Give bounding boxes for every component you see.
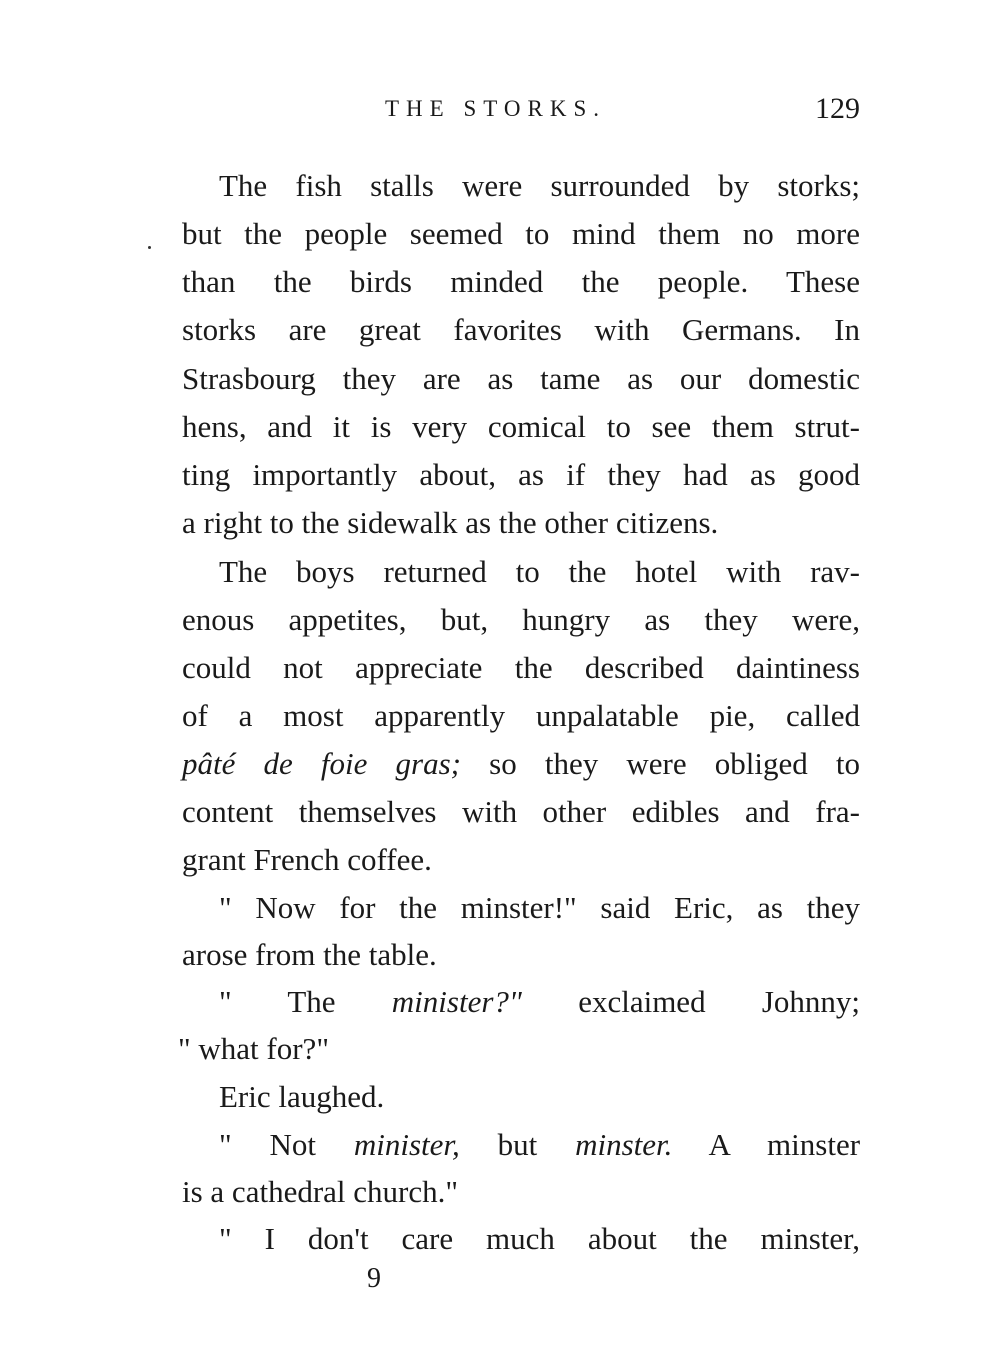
text-fragment: but — [497, 1127, 538, 1162]
running-head — [182, 92, 860, 128]
signature-mark: 9 — [367, 1263, 381, 1294]
text-line-mixed — [219, 982, 860, 1022]
text-line: Strasbourg they are as tame as our domestic — [182, 361, 860, 396]
text-line: Eric laughed. — [219, 1079, 385, 1114]
text-fragment: exclaimed Johnny; — [578, 984, 860, 1019]
text-fragment: so they were obliged to — [489, 746, 861, 781]
text-line: than the birds minded the people. These — [182, 264, 860, 299]
text-fragment: A minster — [708, 1127, 861, 1162]
text-line: a right to the sidewalk as the other citizens. — [182, 505, 719, 540]
italic-word: minister?" — [391, 984, 522, 1019]
text-line: storks are great favorites with Germans. In — [182, 312, 860, 347]
text-line: " I don't care much about the minster, — [219, 1221, 860, 1256]
text-line: grant French coffee. — [182, 842, 432, 877]
italic-phrase: pâté de foie gras; — [182, 746, 462, 781]
stray-ink-mark — [148, 246, 151, 249]
text-line-mixed — [182, 744, 860, 784]
italic-word: minster. — [575, 1127, 673, 1162]
text-line: " what for?" — [178, 1031, 329, 1066]
text-line: ting importantly about, as if they had as good — [182, 457, 860, 492]
text-line: is a cathedral church." — [182, 1174, 459, 1209]
text-line: The boys returned to the hotel with rav- — [219, 554, 860, 589]
page-number: 129 — [815, 92, 860, 125]
text-line: could not appreciate the described daintiness — [182, 650, 860, 685]
text-line: hens, and it is very comical to see them strut- — [182, 409, 860, 444]
text-line: of a most apparently unpalatable pie, called — [182, 698, 860, 733]
italic-word: minister, — [353, 1127, 460, 1162]
text-line: The fish stalls were surrounded by storks; — [219, 168, 860, 203]
text-line: enous appetites, but, hungry as they were, — [182, 602, 860, 637]
text-fragment: " The — [219, 984, 336, 1019]
text-fragment: " Not — [219, 1127, 316, 1162]
text-line-mixed — [219, 1125, 860, 1165]
text-line: " Now for the minster!" said Eric, as they — [219, 890, 860, 925]
text-line: but the people seemed to mind them no more — [182, 216, 860, 251]
text-line: content themselves with other edibles and fra- — [182, 794, 860, 829]
running-title: THE STORKS. — [385, 96, 606, 121]
text-line: arose from the table. — [182, 937, 437, 972]
